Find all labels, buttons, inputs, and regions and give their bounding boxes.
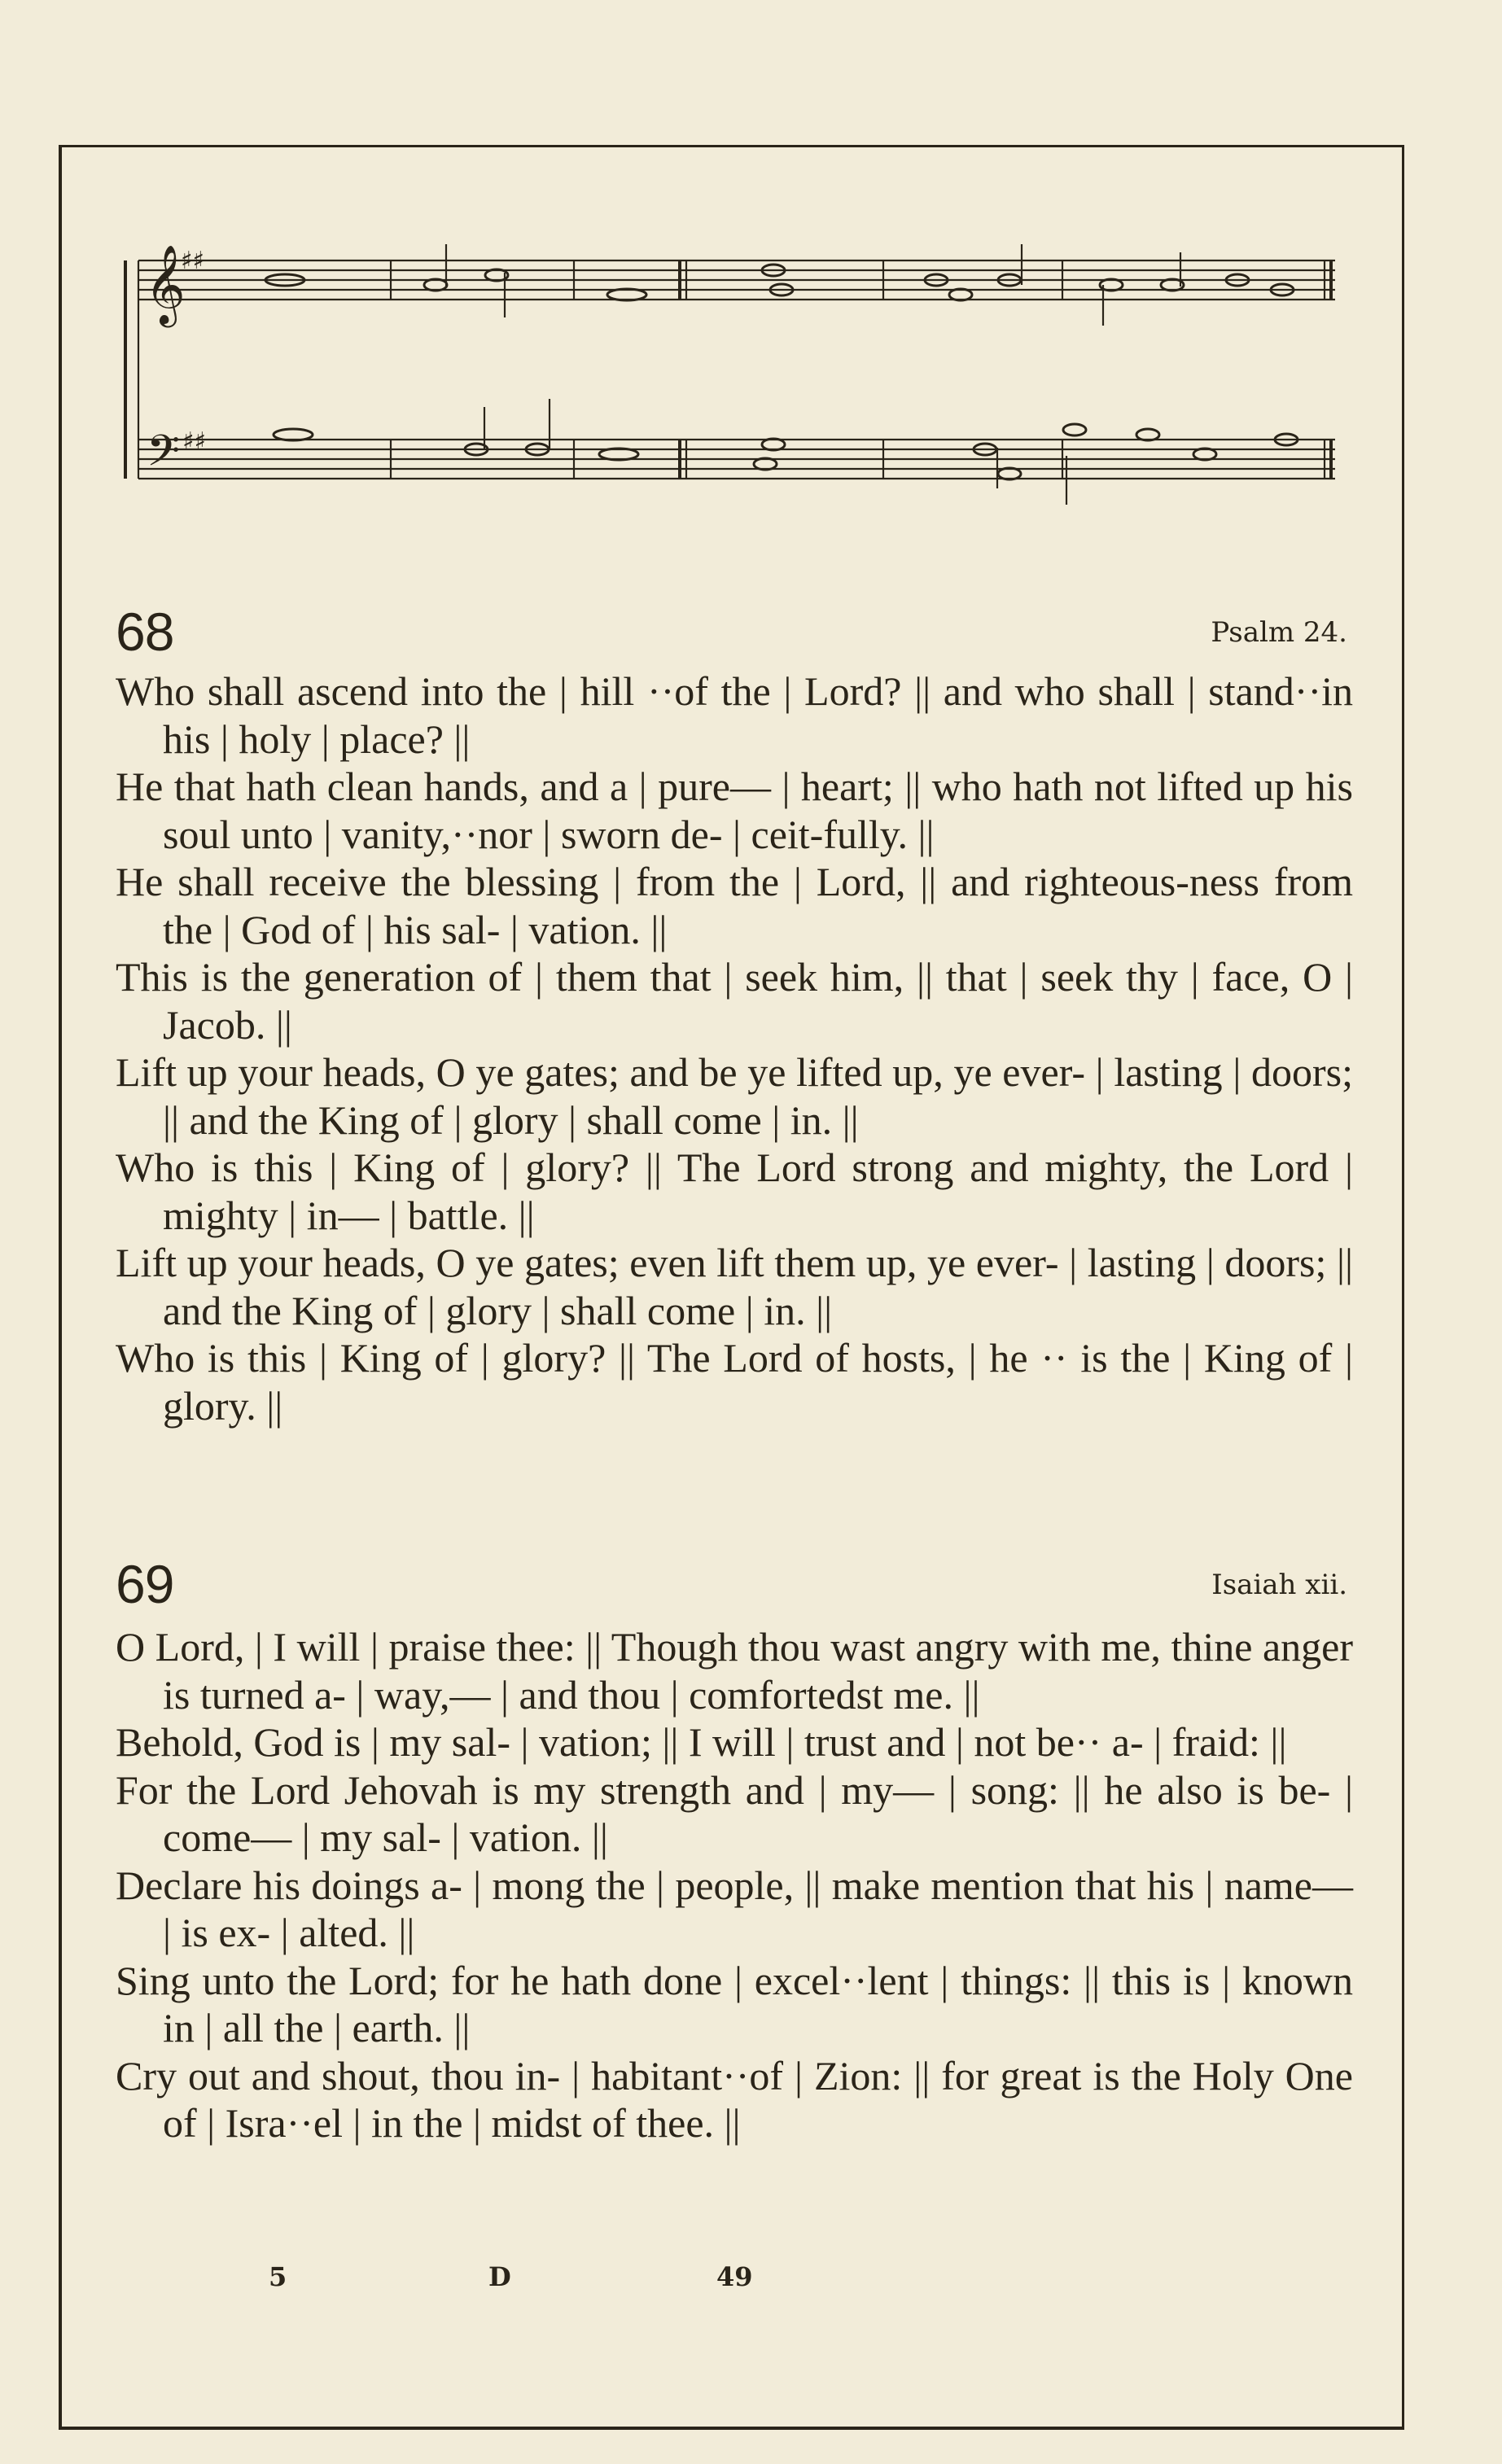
- verse: Lift up your heads, O ye gates; even lift them up, ye ever- | lasting | doors; || and the King of | glory | shall come | in. ||: [116, 1240, 1353, 1333]
- verse: Cry out and shout, thou in- | habitant··of | Zion: || for great is the Holy One of | Isra··el | in the | midst of thee. ||: [116, 2052, 1353, 2146]
- svg-text:♯♯: ♯♯: [181, 247, 205, 275]
- verse: Lift up your heads, O ye gates; and be ye lifted up, ye ever- | lasting | doors; || and the King of | glory | shall come | in. ||: [116, 1049, 1353, 1143]
- verse: Behold, God is | my sal- | vation; || I will | trust and | not be·· a- | fraid: ||: [116, 1719, 1287, 1765]
- signature-letter: D: [488, 2261, 511, 2292]
- verse: For the Lord Jehovah is my strength and | my— | song: || he also is be- | come— | my sal- | vation. ||: [116, 1766, 1353, 1860]
- verse: O Lord, | I will | praise thee: || Though thou wast angry with me, thine anger is turned a- | way,— | and thou | comfortedst me. ||: [116, 1624, 1353, 1718]
- chant-source: Isaiah xii.: [1211, 1569, 1347, 1601]
- music-staff-svg: [114, 236, 1351, 545]
- chant-number: 69: [116, 1554, 174, 1614]
- verse: He that hath clean hands, and a | pure— | heart; || who hath not lifted up his soul unto | vanity,··nor | sworn de- | ceit-fully. ||: [116, 764, 1353, 857]
- chant-number: 68: [116, 602, 174, 662]
- verse: Sing unto the Lord; for he hath done | excel··lent | things: || this is | known in | all the | earth. ||: [116, 1957, 1353, 2050]
- chant-69-verses: [116, 1623, 1353, 2147]
- verse: Who is this | King of | glory? || The Lord strong and mighty, the Lord | mighty | in— | battle. ||: [116, 1144, 1353, 1238]
- verse: Who is this | King of | glory? || The Lord of hosts, | he ·· is the | King of | glory. ||: [116, 1335, 1353, 1429]
- page-number: 49: [716, 2261, 753, 2292]
- svg-text:𝄢: 𝄢: [147, 427, 181, 487]
- svg-text:♯♯: ♯♯: [182, 427, 207, 456]
- verse: Declare his doings a- | mong the | people, || make mention that his | name— | is ex- | alted. ||: [116, 1862, 1353, 1955]
- verse: This is the generation of | them that | seek him, || that | seek thy | face, O | Jacob. ||: [116, 954, 1353, 1048]
- svg-text:𝄞: 𝄞: [145, 244, 186, 324]
- signature-mark: 5: [269, 2261, 287, 2292]
- chant-68-verses: [116, 667, 1353, 1429]
- chant-music-notation: [114, 236, 1351, 545]
- verse: Who shall ascend into the | hill ··of the | Lord? || and who shall | stand··in his | holy | place? ||: [116, 668, 1353, 762]
- verse: He shall receive the blessing | from the | Lord, || and righteous-ness from the | God of | his sal- | vation. ||: [116, 859, 1353, 952]
- chant-source: Psalm 24.: [1211, 616, 1347, 649]
